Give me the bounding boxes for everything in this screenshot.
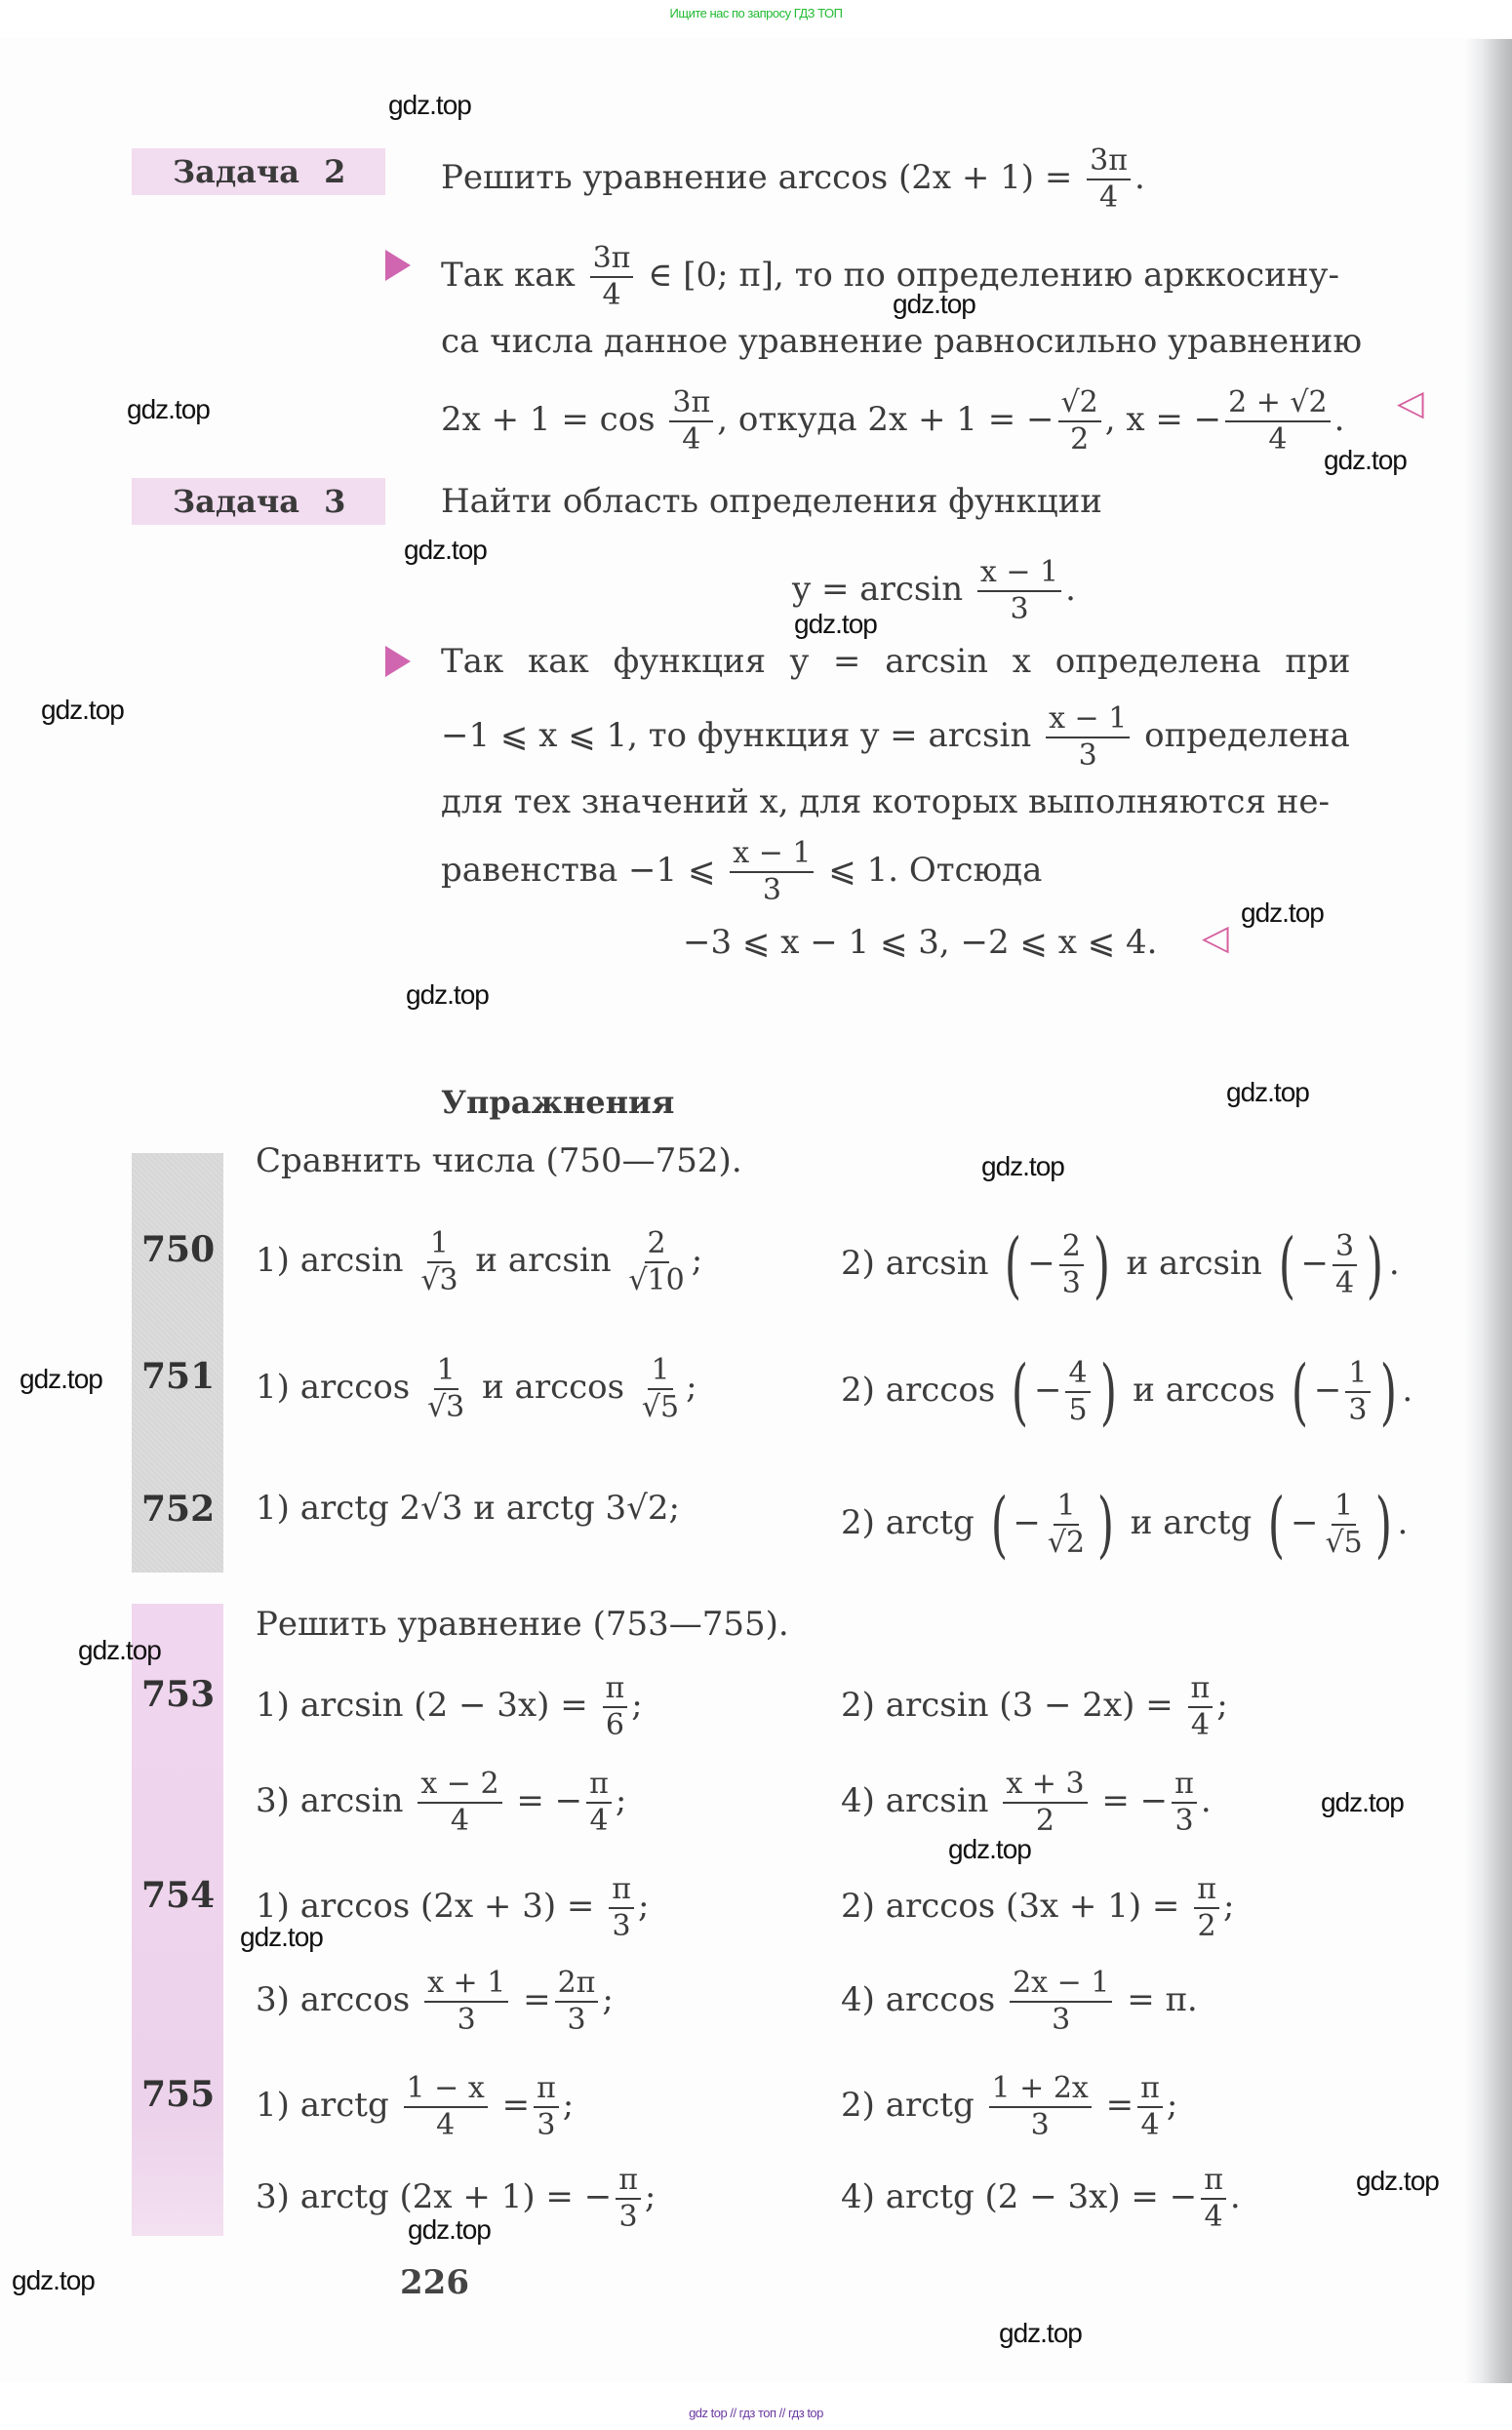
exercise-754-part-3: 3) arccos $\frac{x + 1}{3}$ = $\frac{2\pi}{3}$ ; — [256, 1966, 614, 2037]
exercise-753-part-4: 4) arcsin $\frac{x + 3}{2}$ = − $\frac{\pi}{3}$ . — [841, 1767, 1212, 1838]
watermark: gdz.top — [1321, 1787, 1404, 1817]
watermark: gdz.top — [794, 609, 877, 639]
exercise-755-part-4: 4) arctg (2 − 3x) = − $\frac{\pi}{4}$ . — [841, 2163, 1241, 2234]
bottom-links-banner: gdz top // гдз топ // гдз top — [689, 2406, 823, 2420]
task-2-solution-line-2: са числа данное уравнение равносильно уравнению — [441, 322, 1363, 361]
exercise-751-part-1: 1) arccos $\frac{1}{√3}$ и arccos $\frac{1}{√5}$ ; — [256, 1353, 697, 1424]
watermark: gdz.top — [948, 1834, 1031, 1864]
task-3-solution-line-1: Так как функция y = arcsin x определена при — [441, 642, 1351, 681]
exercise-754-part-4: 4) arccos $\frac{2x - 1}{3}$ = π. — [841, 1966, 1198, 2037]
exercise-number: 752 — [141, 1489, 216, 1530]
exercise-753-part-1: 1) arcsin (2 − 3x) = $\frac{\pi}{6}$ ; — [256, 1671, 643, 1742]
exercise-755-part-2: 2) arctg $\frac{1 + 2x}{3}$ = $\frac{\pi}{4}$ ; — [841, 2071, 1178, 2142]
watermark: gdz.top — [1324, 445, 1407, 475]
task-2-solution-line-3: 2x + 1 = cos $\frac{3\pi}{4}$ , откуда 2x + 1 = − $\frac{√2}{2}$ , x = − $\frac{2 + √2}{4}$ . — [441, 385, 1345, 457]
page-number: 226 — [400, 2263, 469, 2302]
task-3-solution-line-3: для тех значений x, для которых выполняются не- — [441, 782, 1330, 821]
exercise-number: 753 — [141, 1674, 216, 1715]
exercise-number: 751 — [141, 1356, 216, 1397]
watermark: gdz.top — [1241, 897, 1324, 928]
watermark: gdz.top — [1226, 1077, 1309, 1107]
exercise-750-part-1: 1) arcsin $\frac{1}{√3}$ и arcsin $\frac{2}{√10}$ ; — [256, 1226, 703, 1297]
exercise-number: 750 — [141, 1229, 216, 1270]
task-3-solution-line-5: −3 ⩽ x − 1 ⩽ 3, −2 ⩽ x ⩽ 4. — [683, 923, 1158, 962]
exercise-753-part-3: 3) arcsin $\frac{x - 2}{4}$ = − $\frac{\pi}{4}$ ; — [256, 1767, 627, 1838]
solve-intro: Решить уравнение (753—755). — [256, 1605, 789, 1644]
watermark: gdz.top — [388, 90, 471, 120]
watermark: gdz.top — [893, 289, 975, 319]
task-3-statement: Найти область определения функции — [441, 482, 1102, 521]
solution-start-marker-icon — [385, 646, 411, 677]
task-3-solution-line-4: равенства −1 ⩽ $\frac{x - 1}{3}$ ⩽ 1. Отсюда — [441, 836, 1043, 907]
page-binding-shadow — [1463, 39, 1512, 2383]
watermark: gdz.top — [981, 1151, 1064, 1181]
exercise-755-part-1: 1) arctg $\frac{1 - x}{4}$ = $\frac{\pi}{3}$ ; — [256, 2071, 575, 2142]
exercises-heading: Упражнения — [441, 1084, 675, 1121]
solution-end-marker-icon: ◁ — [1397, 383, 1424, 423]
watermark: gdz.top — [404, 535, 487, 565]
watermark: gdz.top — [41, 695, 124, 725]
top-search-banner: Ищите нас по запросу ГДЗ ТОП — [669, 6, 843, 20]
task-2-statement: Решить уравнение arccos (2x + 1) = $\frac{3\pi}{4}$ . — [441, 143, 1145, 215]
task-3-function: y = arcsin $\frac{x - 1}{3}$ . — [792, 555, 1076, 626]
watermark: gdz.top — [240, 1922, 323, 1952]
watermark: gdz.top — [127, 394, 210, 424]
exercise-number: 754 — [141, 1875, 216, 1916]
exercise-752-part-2: 2) arctg ( − $\frac{1}{√2}$ ) и arctg ( − $\frac{1}{√5}$ ) . — [841, 1483, 1409, 1567]
exercise-755-part-3: 3) arctg (2x + 1) = − $\frac{\pi}{3}$ ; — [256, 2163, 657, 2234]
fraction: $\frac{3\pi}{4}$ — [1087, 146, 1131, 213]
task-3-label: Задача 3 — [132, 478, 385, 525]
task-2-label: Задача 2 — [132, 148, 385, 195]
watermark: gdz.top — [999, 2318, 1082, 2348]
exercise-number: 755 — [141, 2074, 216, 2115]
watermark: gdz.top — [1356, 2166, 1439, 2196]
exercise-754-part-1: 1) arccos (2x + 3) = $\frac{\pi}{3}$ ; — [256, 1872, 650, 1943]
exercise-751-part-2: 2) arccos ( − $\frac{4}{5}$ ) и arccos ( − $\frac{1}{3}$ ) . — [841, 1350, 1413, 1434]
watermark: gdz.top — [406, 979, 489, 1010]
watermark: gdz.top — [408, 2214, 491, 2245]
solution-start-marker-icon — [385, 250, 411, 281]
compare-intro: Сравнить числа (750—752). — [256, 1141, 742, 1180]
exercise-754-part-2: 2) arccos (3x + 1) = $\frac{\pi}{2}$ ; — [841, 1872, 1235, 1943]
exercise-752-part-1: 1) arctg 2√3 и arctg 3√2; — [256, 1489, 680, 1528]
watermark: gdz.top — [78, 1635, 161, 1665]
task-3-solution-line-2: −1 ⩽ x ⩽ 1, то функция y = arcsin $\frac{x - 1}{3}$ определена — [441, 701, 1350, 773]
exercise-753-part-2: 2) arcsin (3 − 2x) = $\frac{\pi}{4}$ ; — [841, 1671, 1228, 1742]
solution-end-marker-icon: ◁ — [1202, 918, 1229, 958]
exercise-750-part-2: 2) arcsin ( − $\frac{2}{3}$ ) и arcsin ( − $\frac{3}{4}$ ) . — [841, 1223, 1400, 1307]
watermark: gdz.top — [20, 1364, 102, 1394]
task-2-solution-line-1: Так как $\frac{3\pi}{4}$ ∈ [0; π], то по определению арккосину- — [441, 241, 1339, 312]
watermark: gdz.top — [12, 2265, 95, 2295]
